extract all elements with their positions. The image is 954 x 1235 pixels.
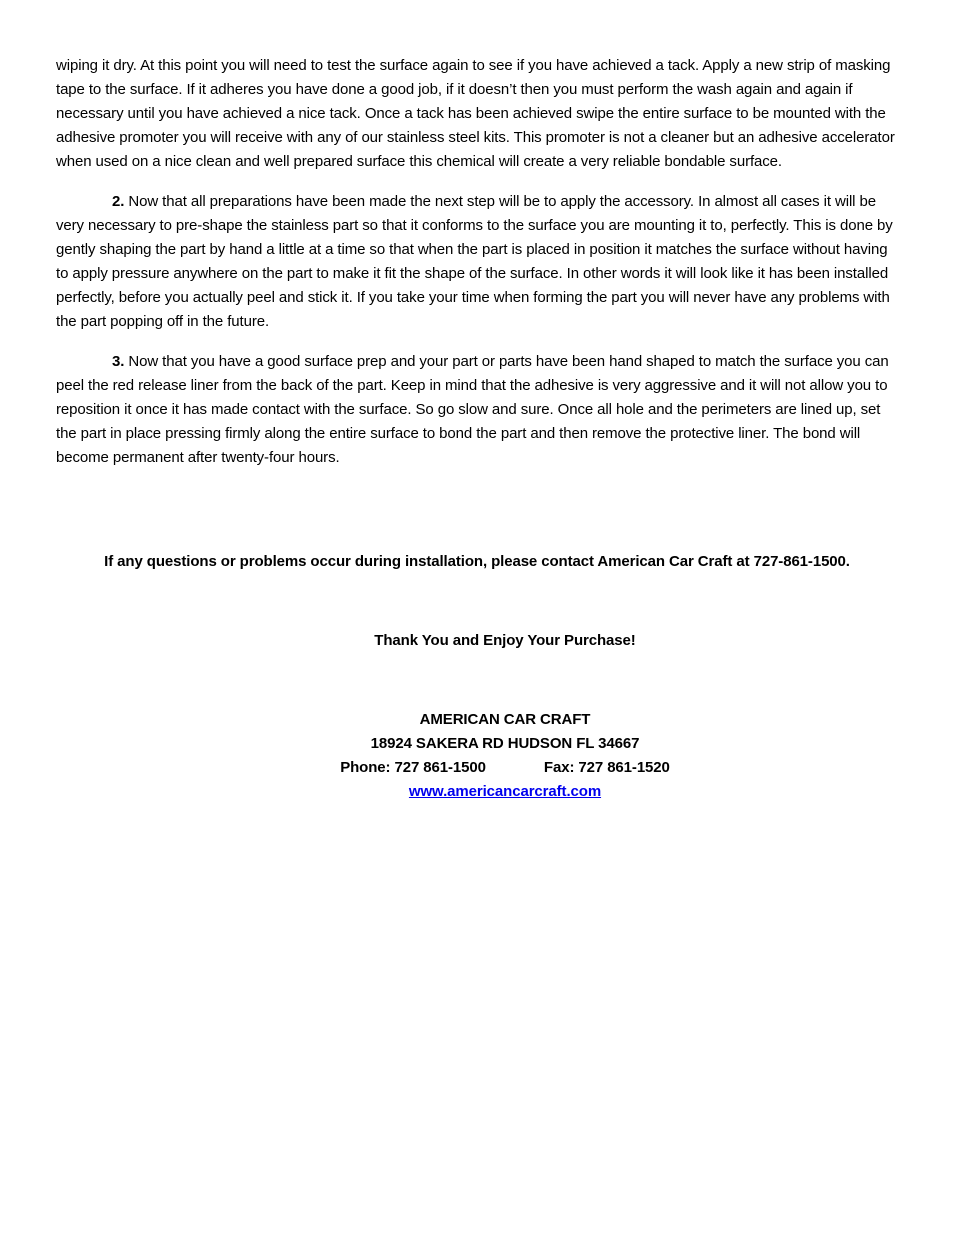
paragraph-text: wiping it dry. At this point you will need to test the surface again to see if you have achieved a tack. Apply a new strip of masking tape to the surface. If it adheres you have done a good job, if it doesn’t then you must perform the wash again and again if necessary until you have achieved a nice tack. Once a tack has been achieved swipe the entire surface to be mounted with the adhesive promoter you will receive with any of our stainless steel kits. This promoter is not a cleaner but an adhesive accelerator when used on a nice clean and well prepared surface this chemical will create a very reliable bondable surface. — [56, 57, 895, 170]
company-phone-fax — [0, 756, 954, 780]
step-number: 3. — [112, 353, 125, 370]
paragraph-text: Now that you have a good surface prep and your part or parts have been hand shaped to match the surface you can peel the red release liner from the back of the part. Keep in mind that the adhesive is very aggressive and it will not allow you to reposition it once it has made contact with the surface. So go slow and sure. Once all hole and the perimeters are lined up, set the part in place pressing firmly along the entire surface to bond the part and then remove the protective liner. The bond will become permanent after twenty-four hours. — [56, 353, 889, 466]
company-website-line — [0, 780, 954, 804]
paragraph-text: Now that all preparations have been made the next step will be to apply the accessory. In almost all cases it will be very necessary to pre-shape the stainless part so that it conforms to the surface you are mounting it to, perfectly. This is done by gently shaping the part by hand a little at a time so that when the part is placed in position it matches the surface without having to apply pressure anywhere on the part to make it fit the shape of the surface. In other words it will look like it has been installed perfectly, before you actually peel and stick it. If you take your time when forming the part you will never have any problems with the part popping off in the future. — [56, 193, 893, 330]
company-fax: Fax: 727 861-1520 — [543, 759, 670, 776]
paragraph-step-3 — [56, 350, 900, 470]
thank-you-message: Thank You and Enjoy Your Purchase! — [374, 632, 636, 649]
step-number: 2. — [112, 193, 125, 210]
company-info — [0, 708, 954, 804]
company-name: AMERICAN CAR CRAFT — [419, 711, 591, 728]
company-address: 18924 SAKERA RD HUDSON FL 34667 — [370, 735, 640, 752]
paragraph-step-2 — [56, 190, 900, 334]
company-website-link[interactable]: www.americancarcraft.com — [408, 783, 602, 800]
contact-note: If any questions or problems occur during installation, please contact American Car Craft at 727-861-1500. — [104, 553, 850, 570]
paragraph-surface-test — [56, 54, 900, 174]
company-phone: Phone: 727 861-1500 — [340, 759, 486, 776]
document-page — [56, 54, 900, 486]
